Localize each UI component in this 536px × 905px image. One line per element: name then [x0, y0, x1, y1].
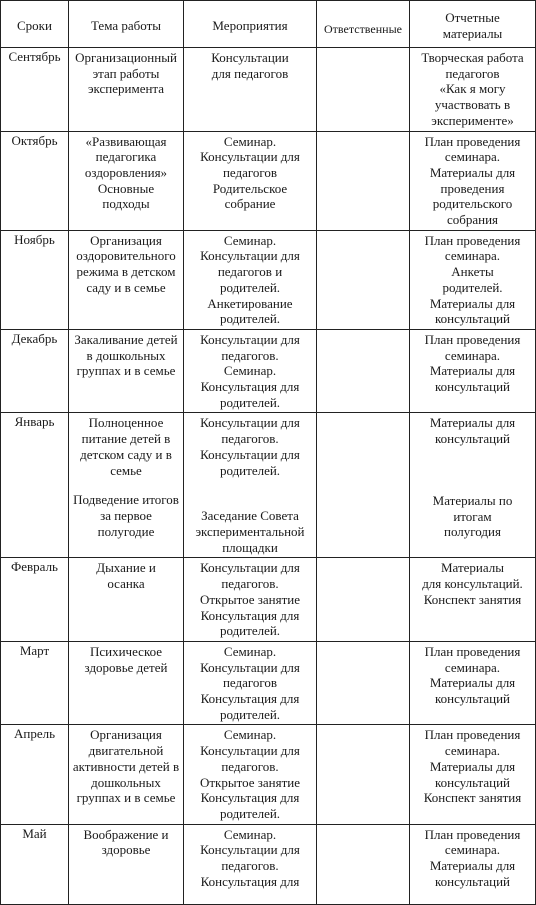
- header-responsible: Ответственные: [317, 1, 410, 48]
- month-cell: Апрель: [1, 725, 69, 824]
- reports-cell: План проведения семинара. Анкеты родителей. Материалы для консультаций: [410, 230, 536, 329]
- reports-cell: [410, 413, 536, 558]
- events-cell: Консультации для педагогов. Открытое занятие Консультация для родителей.: [184, 558, 317, 642]
- events-cell: Консультации для педагогов. Семинар. Консультация для родителей.: [184, 329, 317, 413]
- topic-cell: [69, 413, 184, 558]
- header-topic: Тема работы: [69, 1, 184, 48]
- topic-cell: Закаливание детей в дошкольных группах и в семье: [69, 329, 184, 413]
- reports-cell: План проведения семинара. Материалы для консультаций: [410, 824, 536, 904]
- table-row: [1, 725, 536, 824]
- events-cell: Семинар. Консультации для педагогов. Открытое занятие Консультация для родителей.: [184, 725, 317, 824]
- events-cell: Семинар. Консультации для педагогов Родительское собрание: [184, 131, 317, 230]
- topic-text: Полноценное питание детей в детском саду и в семье: [80, 415, 172, 478]
- reports-cell: Творческая работа педагогов «Как я могу участвовать в эксперименте»: [410, 48, 536, 132]
- events-cell: Семинар. Консультации для педагогов Консультация для родителей.: [184, 641, 317, 725]
- table-row: [1, 48, 536, 132]
- events-text: Консультации для педагогов. Консультации для родителей.: [200, 415, 300, 478]
- topic-cell: Организация двигательной активности детей в дошкольных группах и в семье: [69, 725, 184, 824]
- responsible-cell: [317, 413, 410, 558]
- header-events: Мероприятия: [184, 1, 317, 48]
- month-cell: Январь: [1, 413, 69, 558]
- reports-cell: План проведения семинара. Материалы для проведения родительского собрания: [410, 131, 536, 230]
- topic-cell: Организация оздоровительного режима в детском саду и в семье: [69, 230, 184, 329]
- month-cell: Март: [1, 641, 69, 725]
- events-cell: Семинар. Консультации для педагогов. Консультация для: [184, 824, 317, 904]
- table-row: [1, 413, 536, 558]
- events-cell: [184, 413, 317, 558]
- responsible-cell: [317, 641, 410, 725]
- month-cell: Декабрь: [1, 329, 69, 413]
- table-row: [1, 824, 536, 904]
- topic-cell: Организационный этап работы эксперимента: [69, 48, 184, 132]
- table-row: [1, 230, 536, 329]
- events-text-summary: Заседание Совета экспериментальной площадки: [195, 508, 305, 555]
- header-reports: Отчетные материалы: [410, 1, 536, 48]
- reports-text: Материалы для консультаций: [429, 415, 516, 447]
- responsible-cell: [317, 230, 410, 329]
- responsible-cell: [317, 824, 410, 904]
- header-period: Сроки: [1, 1, 69, 48]
- month-cell: Сентябрь: [1, 48, 69, 132]
- month-cell: Май: [1, 824, 69, 904]
- month-cell: Февраль: [1, 558, 69, 642]
- responsible-cell: [317, 725, 410, 824]
- topic-cell: Воображение и здоровье: [69, 824, 184, 904]
- reports-cell: План проведения семинара. Материалы для консультаций: [410, 329, 536, 413]
- month-cell: Ноябрь: [1, 230, 69, 329]
- month-cell: Октябрь: [1, 131, 69, 230]
- topic-cell: «Развивающая педагогика оздоровления» Основные подходы: [69, 131, 184, 230]
- topic-cell: Дыхание и осанка: [69, 558, 184, 642]
- responsible-cell: [317, 131, 410, 230]
- topic-text-summary: Подведение итогов за первое полугодие: [73, 492, 179, 539]
- reports-cell: План проведения семинара. Материалы для консультаций: [410, 641, 536, 725]
- table-header-row: [1, 1, 536, 48]
- table-row: [1, 558, 536, 642]
- events-cell: Семинар. Консультации для педагогов и родителей. Анкетирование родителей.: [184, 230, 317, 329]
- reports-cell: Материалы для консультаций. Конспект занятия: [410, 558, 536, 642]
- table-row: [1, 131, 536, 230]
- table-row: [1, 641, 536, 725]
- responsible-cell: [317, 558, 410, 642]
- reports-cell: План проведения семинара. Материалы для консультаций Конспект занятия: [410, 725, 536, 824]
- responsible-cell: [317, 48, 410, 132]
- events-cell: Консультации для педагогов: [184, 48, 317, 132]
- topic-cell: Психическое здоровье детей: [69, 641, 184, 725]
- reports-text-summary: Материалы по итогам полугодия: [432, 492, 513, 540]
- responsible-cell: [317, 329, 410, 413]
- table-row: [1, 329, 536, 413]
